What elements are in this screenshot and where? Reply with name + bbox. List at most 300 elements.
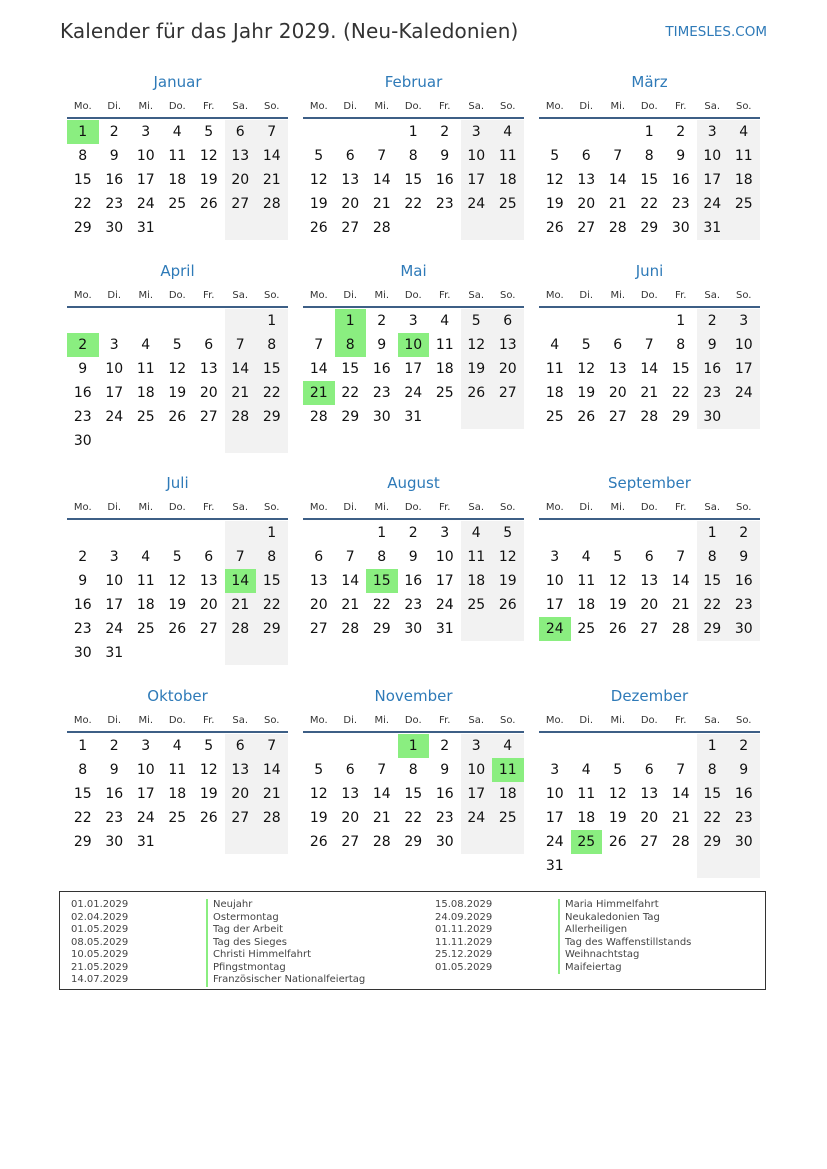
day-cell[interactable]: 13 — [199, 361, 218, 377]
day-cell[interactable]: 9 — [676, 148, 686, 164]
day-cell[interactable]: 17 — [545, 810, 564, 826]
day-cell[interactable]: 8 — [256, 333, 288, 357]
day-cell[interactable]: 17 — [461, 168, 493, 192]
day-cell[interactable]: 22 — [256, 593, 288, 617]
day-cell[interactable]: 6 — [345, 762, 355, 778]
day-cell[interactable]: 19 — [199, 172, 218, 188]
day-cell[interactable]: 25 — [492, 806, 524, 830]
day-cell[interactable]: 2 — [78, 549, 88, 565]
day-cell[interactable]: 11 — [435, 337, 454, 353]
day-cell[interactable]: 1 — [377, 525, 387, 541]
day-cell[interactable]: 23 — [435, 196, 454, 212]
day-cell[interactable]: 15 — [640, 172, 659, 188]
day-cell[interactable]: 17 — [105, 385, 124, 401]
day-cell[interactable]: 15 — [671, 361, 690, 377]
day-cell[interactable]: 24 — [545, 834, 564, 850]
day-cell[interactable]: 23 — [105, 810, 124, 826]
day-cell[interactable]: 5 — [314, 148, 324, 164]
day-cell[interactable]: 4 — [172, 124, 182, 140]
day-cell[interactable]: 17 — [728, 357, 760, 381]
day-cell[interactable]: 10 — [105, 573, 124, 589]
day-cell[interactable]: 28 — [372, 220, 391, 236]
day-cell[interactable]: 16 — [697, 357, 729, 381]
day-cell[interactable]: 8 — [644, 148, 654, 164]
day-cell[interactable]: 25 — [136, 409, 155, 425]
day-cell[interactable]: 13 — [199, 573, 218, 589]
day-cell[interactable]: 27 — [577, 220, 596, 236]
day-cell[interactable]: 15 — [404, 172, 423, 188]
day-cell[interactable]: 24 — [728, 381, 760, 405]
day-cell[interactable]: 7 — [225, 333, 257, 357]
day-cell[interactable]: 2 — [408, 525, 418, 541]
day-cell[interactable]: 18 — [461, 569, 493, 593]
day-cell[interactable]: 7 — [676, 762, 686, 778]
day-cell[interactable]: 8 — [408, 762, 418, 778]
day-cell[interactable]: 10 — [136, 148, 155, 164]
day-cell[interactable]: 3 — [408, 313, 418, 329]
day-cell[interactable]: 8 — [335, 333, 367, 357]
day-cell[interactable]: 20 — [492, 357, 524, 381]
day-cell[interactable]: 17 — [697, 168, 729, 192]
day-cell[interactable]: 6 — [225, 120, 257, 144]
day-cell[interactable]: 16 — [404, 573, 423, 589]
day-cell[interactable]: 17 — [435, 573, 454, 589]
day-cell[interactable]: 2 — [440, 738, 450, 754]
day-cell[interactable]: 20 — [225, 782, 257, 806]
day-cell[interactable]: 2 — [67, 333, 99, 357]
day-cell[interactable]: 26 — [168, 621, 187, 637]
day-cell[interactable]: 1 — [78, 738, 88, 754]
day-cell[interactable]: 8 — [697, 758, 729, 782]
day-cell[interactable]: 7 — [676, 549, 686, 565]
day-cell[interactable]: 5 — [613, 549, 623, 565]
day-cell[interactable]: 13 — [608, 361, 627, 377]
day-cell[interactable]: 22 — [404, 810, 423, 826]
day-cell[interactable]: 9 — [728, 758, 760, 782]
day-cell[interactable]: 27 — [640, 621, 659, 637]
day-cell[interactable]: 5 — [581, 337, 591, 353]
day-cell[interactable]: 5 — [204, 124, 214, 140]
day-cell[interactable]: 9 — [440, 762, 450, 778]
day-cell[interactable]: 5 — [613, 762, 623, 778]
day-cell[interactable]: 28 — [671, 834, 690, 850]
day-cell[interactable]: 18 — [545, 385, 564, 401]
day-cell[interactable]: 30 — [728, 830, 760, 854]
day-cell[interactable]: 23 — [435, 810, 454, 826]
day-cell[interactable]: 20 — [225, 168, 257, 192]
day-cell[interactable]: 7 — [644, 337, 654, 353]
day-cell[interactable]: 15 — [73, 172, 92, 188]
day-cell[interactable]: 15 — [341, 361, 360, 377]
day-cell[interactable]: 10 — [545, 573, 564, 589]
day-cell[interactable]: 28 — [372, 834, 391, 850]
day-cell[interactable]: 26 — [168, 409, 187, 425]
day-cell[interactable]: 29 — [697, 617, 729, 641]
day-cell[interactable]: 3 — [461, 734, 493, 758]
day-cell[interactable]: 22 — [372, 597, 391, 613]
day-cell[interactable]: 12 — [168, 361, 187, 377]
day-cell[interactable]: 31 — [136, 220, 155, 236]
day-cell[interactable]: 4 — [172, 738, 182, 754]
day-cell[interactable]: 19 — [577, 385, 596, 401]
day-cell[interactable]: 11 — [136, 361, 155, 377]
day-cell[interactable]: 3 — [141, 124, 151, 140]
day-cell[interactable]: 21 — [303, 381, 335, 405]
day-cell[interactable]: 27 — [492, 381, 524, 405]
day-cell[interactable]: 20 — [640, 597, 659, 613]
day-cell[interactable]: 29 — [404, 834, 423, 850]
day-cell[interactable]: 11 — [492, 144, 524, 168]
day-cell[interactable]: 4 — [492, 120, 524, 144]
day-cell[interactable]: 14 — [225, 357, 257, 381]
day-cell[interactable]: 15 — [73, 786, 92, 802]
day-cell[interactable]: 20 — [199, 597, 218, 613]
day-cell[interactable]: 2 — [697, 309, 729, 333]
day-cell[interactable]: 1 — [335, 309, 367, 333]
day-cell[interactable]: 16 — [105, 172, 124, 188]
day-cell[interactable]: 2 — [728, 734, 760, 758]
day-cell[interactable]: 14 — [256, 144, 288, 168]
day-cell[interactable]: 15 — [404, 786, 423, 802]
day-cell[interactable]: 14 — [309, 361, 328, 377]
day-cell[interactable]: 10 — [697, 144, 729, 168]
day-cell[interactable]: 10 — [545, 786, 564, 802]
day-cell[interactable]: 20 — [608, 385, 627, 401]
day-cell[interactable]: 11 — [168, 148, 187, 164]
day-cell[interactable]: 8 — [78, 762, 88, 778]
day-cell[interactable]: 26 — [608, 621, 627, 637]
day-cell[interactable]: 13 — [640, 786, 659, 802]
day-cell[interactable]: 28 — [671, 621, 690, 637]
day-cell[interactable]: 30 — [728, 617, 760, 641]
day-cell[interactable]: 12 — [608, 786, 627, 802]
day-cell[interactable]: 13 — [577, 172, 596, 188]
day-cell[interactable]: 22 — [341, 385, 360, 401]
day-cell[interactable]: 24 — [539, 617, 571, 641]
day-cell[interactable]: 27 — [640, 834, 659, 850]
day-cell[interactable]: 23 — [728, 593, 760, 617]
day-cell[interactable]: 29 — [671, 409, 690, 425]
day-cell[interactable]: 1 — [697, 734, 729, 758]
day-cell[interactable]: 10 — [105, 361, 124, 377]
day-cell[interactable]: 1 — [676, 313, 686, 329]
day-cell[interactable]: 12 — [199, 762, 218, 778]
day-cell[interactable]: 18 — [577, 810, 596, 826]
day-cell[interactable]: 22 — [256, 381, 288, 405]
day-cell[interactable]: 4 — [728, 120, 760, 144]
day-cell[interactable]: 12 — [168, 573, 187, 589]
day-cell[interactable]: 30 — [105, 834, 124, 850]
day-cell[interactable]: 8 — [377, 549, 387, 565]
day-cell[interactable]: 2 — [728, 521, 760, 545]
day-cell[interactable]: 18 — [577, 597, 596, 613]
day-cell[interactable]: 5 — [492, 521, 524, 545]
day-cell[interactable]: 28 — [225, 405, 257, 429]
day-cell[interactable]: 5 — [172, 549, 182, 565]
day-cell[interactable]: 28 — [256, 806, 288, 830]
day-cell[interactable]: 23 — [728, 806, 760, 830]
day-cell[interactable]: 28 — [256, 192, 288, 216]
day-cell[interactable]: 6 — [204, 549, 214, 565]
day-cell[interactable]: 7 — [314, 337, 324, 353]
day-cell[interactable]: 19 — [309, 810, 328, 826]
day-cell[interactable]: 22 — [640, 196, 659, 212]
day-cell[interactable]: 11 — [577, 573, 596, 589]
day-cell[interactable]: 5 — [550, 148, 560, 164]
day-cell[interactable]: 24 — [105, 409, 124, 425]
day-cell[interactable]: 18 — [136, 597, 155, 613]
day-cell[interactable]: 26 — [492, 593, 524, 617]
day-cell[interactable]: 14 — [671, 786, 690, 802]
day-cell[interactable]: 14 — [671, 573, 690, 589]
day-cell[interactable]: 24 — [435, 597, 454, 613]
day-cell[interactable]: 27 — [341, 834, 360, 850]
day-cell[interactable]: 21 — [225, 593, 257, 617]
day-cell[interactable]: 28 — [341, 621, 360, 637]
day-cell[interactable]: 16 — [728, 569, 760, 593]
day-cell[interactable]: 17 — [136, 786, 155, 802]
day-cell[interactable]: 24 — [461, 192, 493, 216]
day-cell[interactable]: 13 — [640, 573, 659, 589]
day-cell[interactable]: 1 — [697, 521, 729, 545]
day-cell[interactable]: 1 — [398, 734, 430, 758]
day-cell[interactable]: 6 — [225, 734, 257, 758]
day-cell[interactable]: 21 — [225, 381, 257, 405]
day-cell[interactable]: 17 — [136, 172, 155, 188]
day-cell[interactable]: 28 — [225, 617, 257, 641]
day-cell[interactable]: 18 — [136, 385, 155, 401]
day-cell[interactable]: 27 — [199, 409, 218, 425]
day-cell[interactable]: 21 — [372, 196, 391, 212]
day-cell[interactable]: 24 — [136, 196, 155, 212]
day-cell[interactable]: 5 — [314, 762, 324, 778]
day-cell[interactable]: 31 — [697, 216, 729, 240]
day-cell[interactable]: 10 — [461, 144, 493, 168]
day-cell[interactable]: 20 — [199, 385, 218, 401]
day-cell[interactable]: 26 — [608, 834, 627, 850]
day-cell[interactable]: 2 — [109, 738, 119, 754]
day-cell[interactable]: 24 — [404, 385, 423, 401]
day-cell[interactable]: 16 — [372, 361, 391, 377]
day-cell[interactable]: 4 — [492, 734, 524, 758]
day-cell[interactable]: 29 — [697, 830, 729, 854]
day-cell[interactable]: 30 — [671, 220, 690, 236]
day-cell[interactable]: 19 — [199, 786, 218, 802]
day-cell[interactable]: 1 — [644, 124, 654, 140]
day-cell[interactable]: 10 — [136, 762, 155, 778]
day-cell[interactable]: 16 — [105, 786, 124, 802]
day-cell[interactable]: 10 — [435, 549, 454, 565]
day-cell[interactable]: 25 — [492, 192, 524, 216]
day-cell[interactable]: 16 — [435, 786, 454, 802]
day-cell[interactable]: 18 — [492, 782, 524, 806]
day-cell[interactable]: 30 — [105, 220, 124, 236]
day-cell[interactable]: 23 — [697, 381, 729, 405]
day-cell[interactable]: 31 — [404, 409, 423, 425]
day-cell[interactable]: 22 — [73, 196, 92, 212]
day-cell[interactable]: 8 — [697, 545, 729, 569]
day-cell[interactable]: 6 — [581, 148, 591, 164]
day-cell[interactable]: 26 — [199, 810, 218, 826]
day-cell[interactable]: 7 — [613, 148, 623, 164]
day-cell[interactable]: 3 — [461, 120, 493, 144]
day-cell[interactable]: 14 — [372, 786, 391, 802]
day-cell[interactable]: 14 — [640, 361, 659, 377]
day-cell[interactable]: 23 — [404, 597, 423, 613]
day-cell[interactable]: 6 — [644, 549, 654, 565]
brand-link[interactable]: TIMESLES.COM — [665, 24, 767, 40]
day-cell[interactable]: 9 — [78, 361, 88, 377]
day-cell[interactable]: 6 — [204, 337, 214, 353]
day-cell[interactable]: 22 — [404, 196, 423, 212]
day-cell[interactable]: 19 — [608, 810, 627, 826]
day-cell[interactable]: 27 — [199, 621, 218, 637]
day-cell[interactable]: 25 — [461, 593, 493, 617]
day-cell[interactable]: 12 — [461, 333, 493, 357]
day-cell[interactable]: 22 — [697, 806, 729, 830]
day-cell[interactable]: 21 — [372, 810, 391, 826]
day-cell[interactable]: 25 — [577, 621, 596, 637]
day-cell[interactable]: 9 — [697, 333, 729, 357]
day-cell[interactable]: 7 — [377, 762, 387, 778]
day-cell[interactable]: 6 — [345, 148, 355, 164]
day-cell[interactable]: 2 — [440, 124, 450, 140]
day-cell[interactable]: 3 — [550, 762, 560, 778]
day-cell[interactable]: 30 — [372, 409, 391, 425]
day-cell[interactable]: 30 — [73, 645, 92, 661]
day-cell[interactable]: 13 — [341, 786, 360, 802]
day-cell[interactable]: 29 — [256, 617, 288, 641]
day-cell[interactable]: 19 — [309, 196, 328, 212]
day-cell[interactable]: 9 — [440, 148, 450, 164]
day-cell[interactable]: 23 — [73, 409, 92, 425]
day-cell[interactable]: 9 — [377, 337, 387, 353]
day-cell[interactable]: 26 — [545, 220, 564, 236]
day-cell[interactable]: 30 — [73, 433, 92, 449]
day-cell[interactable]: 29 — [372, 621, 391, 637]
day-cell[interactable]: 25 — [571, 830, 603, 854]
day-cell[interactable]: 16 — [671, 172, 690, 188]
day-cell[interactable]: 27 — [309, 621, 328, 637]
day-cell[interactable]: 26 — [199, 196, 218, 212]
day-cell[interactable]: 10 — [461, 758, 493, 782]
day-cell[interactable]: 23 — [372, 385, 391, 401]
day-cell[interactable]: 9 — [109, 762, 119, 778]
day-cell[interactable]: 18 — [168, 172, 187, 188]
day-cell[interactable]: 1 — [256, 521, 288, 545]
day-cell[interactable]: 4 — [141, 337, 151, 353]
day-cell[interactable]: 21 — [256, 782, 288, 806]
day-cell[interactable]: 25 — [728, 192, 760, 216]
day-cell[interactable]: 10 — [398, 333, 430, 357]
day-cell[interactable]: 12 — [309, 172, 328, 188]
day-cell[interactable]: 12 — [492, 545, 524, 569]
day-cell[interactable]: 20 — [341, 196, 360, 212]
day-cell[interactable]: 13 — [225, 758, 257, 782]
day-cell[interactable]: 16 — [73, 597, 92, 613]
day-cell[interactable]: 11 — [461, 545, 493, 569]
day-cell[interactable]: 31 — [435, 621, 454, 637]
day-cell[interactable]: 27 — [341, 220, 360, 236]
day-cell[interactable]: 7 — [377, 148, 387, 164]
day-cell[interactable]: 12 — [199, 148, 218, 164]
day-cell[interactable]: 29 — [341, 409, 360, 425]
day-cell[interactable]: 5 — [172, 337, 182, 353]
day-cell[interactable]: 24 — [105, 621, 124, 637]
day-cell[interactable]: 13 — [341, 172, 360, 188]
day-cell[interactable]: 22 — [671, 385, 690, 401]
day-cell[interactable]: 25 — [168, 810, 187, 826]
day-cell[interactable]: 8 — [676, 337, 686, 353]
day-cell[interactable]: 16 — [728, 782, 760, 806]
day-cell[interactable]: 14 — [341, 573, 360, 589]
day-cell[interactable]: 14 — [225, 569, 257, 593]
day-cell[interactable]: 13 — [492, 333, 524, 357]
day-cell[interactable]: 12 — [608, 573, 627, 589]
day-cell[interactable]: 3 — [728, 309, 760, 333]
day-cell[interactable]: 21 — [671, 597, 690, 613]
day-cell[interactable]: 14 — [256, 758, 288, 782]
day-cell[interactable]: 28 — [640, 409, 659, 425]
day-cell[interactable]: 11 — [168, 762, 187, 778]
day-cell[interactable]: 30 — [697, 405, 729, 429]
day-cell[interactable]: 12 — [545, 172, 564, 188]
day-cell[interactable]: 2 — [377, 313, 387, 329]
day-cell[interactable]: 4 — [581, 549, 591, 565]
day-cell[interactable]: 22 — [697, 593, 729, 617]
day-cell[interactable]: 23 — [73, 621, 92, 637]
day-cell[interactable]: 14 — [608, 172, 627, 188]
day-cell[interactable]: 27 — [608, 409, 627, 425]
day-cell[interactable]: 3 — [697, 120, 729, 144]
day-cell[interactable]: 11 — [136, 573, 155, 589]
day-cell[interactable]: 3 — [109, 549, 119, 565]
day-cell[interactable]: 31 — [105, 645, 124, 661]
day-cell[interactable]: 27 — [225, 806, 257, 830]
day-cell[interactable]: 19 — [461, 357, 493, 381]
day-cell[interactable]: 19 — [545, 196, 564, 212]
day-cell[interactable]: 16 — [435, 172, 454, 188]
day-cell[interactable]: 20 — [577, 196, 596, 212]
day-cell[interactable]: 18 — [435, 361, 454, 377]
day-cell[interactable]: 24 — [136, 810, 155, 826]
day-cell[interactable]: 4 — [550, 337, 560, 353]
day-cell[interactable]: 11 — [545, 361, 564, 377]
day-cell[interactable]: 9 — [728, 545, 760, 569]
day-cell[interactable]: 19 — [168, 597, 187, 613]
day-cell[interactable]: 25 — [545, 409, 564, 425]
day-cell[interactable]: 20 — [341, 810, 360, 826]
day-cell[interactable]: 21 — [256, 168, 288, 192]
day-cell[interactable]: 11 — [492, 758, 524, 782]
day-cell[interactable]: 18 — [168, 786, 187, 802]
day-cell[interactable]: 5 — [461, 309, 493, 333]
day-cell[interactable]: 11 — [577, 786, 596, 802]
day-cell[interactable]: 13 — [309, 573, 328, 589]
day-cell[interactable]: 11 — [728, 144, 760, 168]
day-cell[interactable]: 26 — [309, 834, 328, 850]
day-cell[interactable]: 8 — [256, 545, 288, 569]
day-cell[interactable]: 12 — [309, 786, 328, 802]
day-cell[interactable]: 8 — [408, 148, 418, 164]
day-cell[interactable]: 29 — [640, 220, 659, 236]
day-cell[interactable]: 4 — [141, 549, 151, 565]
day-cell[interactable]: 21 — [671, 810, 690, 826]
day-cell[interactable]: 24 — [697, 192, 729, 216]
day-cell[interactable]: 15 — [697, 569, 729, 593]
day-cell[interactable]: 21 — [608, 196, 627, 212]
day-cell[interactable]: 18 — [492, 168, 524, 192]
